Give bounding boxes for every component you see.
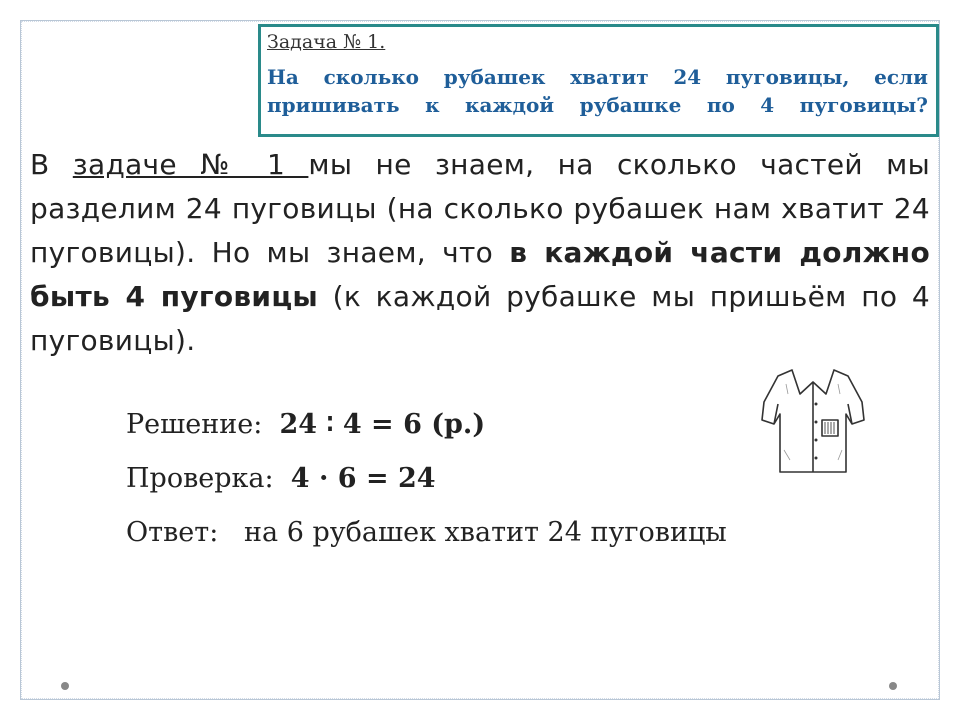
task-box bbox=[258, 24, 939, 137]
explanation-end: (к каждой рубашке мы пришьём по 4 пуговицы). bbox=[30, 280, 930, 357]
answer-label: Ответ: bbox=[126, 517, 219, 548]
task-reference: задаче № 1 bbox=[72, 148, 309, 181]
explanation-start: В bbox=[30, 148, 73, 181]
slide-dot-left bbox=[61, 682, 69, 690]
task-title: Задача № 1. bbox=[267, 31, 386, 53]
task-text-line1: На сколько рубашек хватит 24 пуговицы, если bbox=[267, 65, 928, 89]
explanation-key-fact: в каждой части должно быть 4 пуговицы bbox=[30, 236, 930, 313]
answer-row bbox=[126, 506, 886, 560]
explanation-middle: мы не знаем, на сколько частей мы разделим 24 пуговицы (на сколько рубашек нам хватит 24 пуговицы). Но мы знаем, что bbox=[30, 148, 930, 269]
check-label: Проверка: bbox=[126, 463, 274, 494]
task-text-line2: пришивать к каждой рубашке по 4 пуговицы? bbox=[267, 93, 928, 117]
explanation-paragraph bbox=[30, 143, 930, 363]
slide-dot-right bbox=[889, 682, 897, 690]
check-expression: 4 · 6 = 24 bbox=[290, 463, 436, 494]
solution-expression: 24 ∶ 4 = 6 (р.) bbox=[279, 409, 486, 440]
shirt-icon bbox=[758, 360, 868, 478]
answer-text: на 6 рубашек хватит 24 пуговицы bbox=[244, 517, 727, 548]
solution-label: Решение: bbox=[126, 409, 263, 440]
